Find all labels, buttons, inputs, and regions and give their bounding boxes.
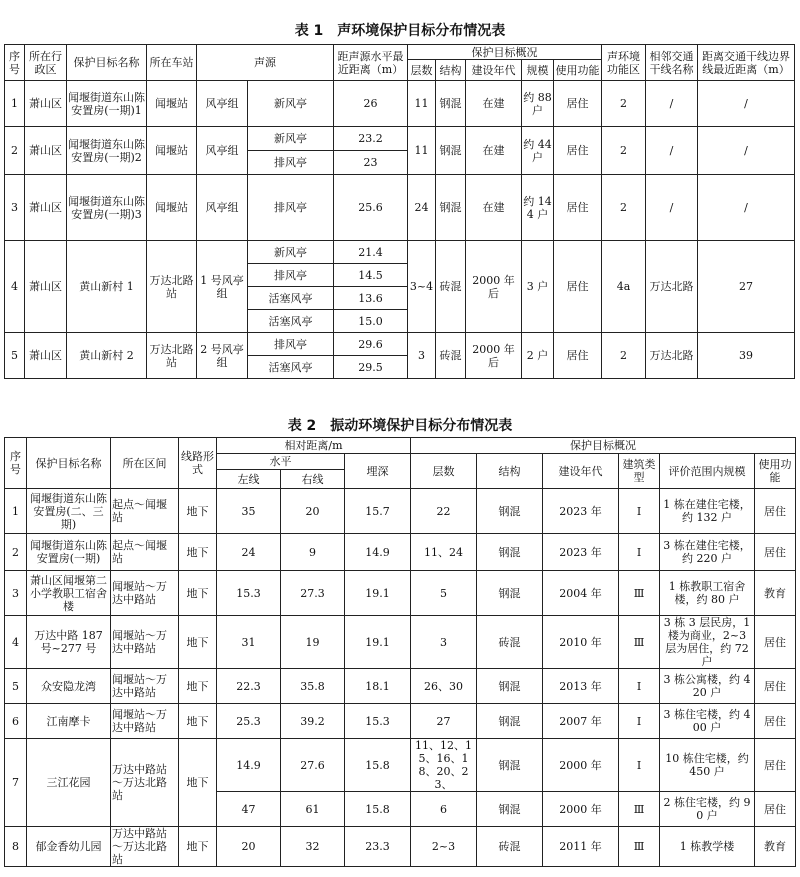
header-cell: 保护目标名称 <box>27 438 111 489</box>
seq-cell: 4 <box>5 616 27 669</box>
left-cell: 31 <box>217 616 281 669</box>
seq-cell: 4 <box>5 241 25 333</box>
line-type-cell: 地下 <box>179 739 217 827</box>
left-cell: 22.3 <box>217 669 281 704</box>
floors-cell: 24 <box>408 175 436 241</box>
source-cell: 活塞风亭 <box>248 356 334 379</box>
seq-cell: 6 <box>5 704 27 739</box>
table-row <box>5 571 796 616</box>
distance-cell: 29.6 <box>334 333 408 356</box>
structure-cell: 砖混 <box>436 241 466 333</box>
depth-cell: 15.8 <box>345 792 411 827</box>
floors-cell: 6 <box>411 792 477 827</box>
header-cell: 右线 <box>281 470 345 489</box>
structure-cell: 钢混 <box>477 792 543 827</box>
source-cell: 排风亭 <box>248 333 334 356</box>
left-cell: 15.3 <box>217 571 281 616</box>
right-cell: 35.8 <box>281 669 345 704</box>
source-group-cell: 1 号风亭组 <box>197 241 248 333</box>
scope-cell: 1 栋教学楼 <box>660 827 755 867</box>
station-cell: 万达北路站 <box>147 241 197 333</box>
seq-cell: 7 <box>5 739 27 827</box>
header-cell: 序号 <box>5 438 27 489</box>
station-cell: 万达北路站 <box>147 333 197 379</box>
btype-cell: Ⅲ <box>619 571 660 616</box>
header-cell: 序号 <box>5 45 25 81</box>
section-cell: 闻堰站～万达中路站 <box>111 571 179 616</box>
station-cell: 闻堰站 <box>147 127 197 175</box>
header-cell: 建设年代 <box>466 60 522 81</box>
header-cell: 声源 <box>197 45 334 81</box>
structure-cell: 钢混 <box>477 489 543 534</box>
seq-cell: 2 <box>5 127 25 175</box>
header-cell: 所在行政区 <box>25 45 67 81</box>
header-cell: 水平 <box>217 454 345 470</box>
station-cell: 闻堰站 <box>147 81 197 127</box>
table-row <box>5 333 795 356</box>
use-cell: 居住 <box>554 127 602 175</box>
floors-cell: 26、30 <box>411 669 477 704</box>
header-cell: 使用功能 <box>755 454 796 489</box>
header-cell: 距声源水平最近距离（m） <box>334 45 408 81</box>
left-cell: 20 <box>217 827 281 867</box>
vibration-protection-table <box>4 437 796 867</box>
scale-cell: 3 户 <box>522 241 554 333</box>
table-row <box>5 81 795 127</box>
year-cell: 2000 年后 <box>466 333 522 379</box>
distance-cell: 13.6 <box>334 287 408 310</box>
left-cell: 35 <box>217 489 281 534</box>
zone-cell: 2 <box>602 175 646 241</box>
target-cell: 三江花园 <box>27 739 111 827</box>
scope-cell: 3 栋 3 层民房，1 楼为商业，2~3 层为居住，约 72 户 <box>660 616 755 669</box>
road_dist-cell: / <box>698 81 795 127</box>
zone-cell: 2 <box>602 81 646 127</box>
section-cell: 闻堰站～万达中路站 <box>111 616 179 669</box>
floors-cell: 3~4 <box>408 241 436 333</box>
table2-caption: 表 2 振动环境保护目标分布情况表 <box>287 418 513 434</box>
distance-cell: 15.0 <box>334 310 408 333</box>
year-cell: 2010 年 <box>543 616 619 669</box>
source-cell: 排风亭 <box>248 151 334 175</box>
structure-cell: 钢混 <box>477 669 543 704</box>
year-cell: 在建 <box>466 175 522 241</box>
district-cell: 萧山区 <box>25 81 67 127</box>
target-cell: 黄山新村 1 <box>67 241 147 333</box>
zone-cell: 4a <box>602 241 646 333</box>
road_dist-cell: / <box>698 175 795 241</box>
line-type-cell: 地下 <box>179 534 217 571</box>
zone-cell: 2 <box>602 127 646 175</box>
table-row <box>5 534 796 571</box>
use-cell: 居住 <box>554 241 602 333</box>
structure-cell: 砖混 <box>477 616 543 669</box>
seq-cell: 2 <box>5 534 27 571</box>
scope-cell: 3 栋住宅楼，约 400 户 <box>660 704 755 739</box>
header-cell: 层数 <box>408 60 436 81</box>
road-cell: 万达北路 <box>646 333 698 379</box>
floors-cell: 2~3 <box>411 827 477 867</box>
use-cell: 居住 <box>755 669 796 704</box>
floors-cell: 22 <box>411 489 477 534</box>
year-cell: 2007 年 <box>543 704 619 739</box>
left-cell: 47 <box>217 792 281 827</box>
distance-cell: 26 <box>334 81 408 127</box>
station-cell: 闻堰站 <box>147 175 197 241</box>
source-group-cell: 风亭组 <box>197 81 248 127</box>
left-cell: 25.3 <box>217 704 281 739</box>
road-cell: 万达北路 <box>646 241 698 333</box>
structure-cell: 钢混 <box>436 81 466 127</box>
use-cell: 教育 <box>755 571 796 616</box>
distance-cell: 21.4 <box>334 241 408 264</box>
target-cell: 萧山区闻堰第二小学教职工宿舍楼 <box>27 571 111 616</box>
right-cell: 61 <box>281 792 345 827</box>
use-cell: 居住 <box>554 81 602 127</box>
year-cell: 在建 <box>466 81 522 127</box>
header-cell: 结构 <box>477 454 543 489</box>
use-cell: 居住 <box>755 704 796 739</box>
section-cell: 万达中路站～万达北路站 <box>111 827 179 867</box>
road_dist-cell: 27 <box>698 241 795 333</box>
seq-cell: 1 <box>5 81 25 127</box>
year-cell: 2000 年后 <box>466 241 522 333</box>
scope-cell: 1 栋教职工宿舍楼，约 80 户 <box>660 571 755 616</box>
source-group-cell: 风亭组 <box>197 175 248 241</box>
header-cell: 建筑类型 <box>619 454 660 489</box>
structure-cell: 钢混 <box>477 739 543 792</box>
header-row <box>5 438 796 454</box>
btype-cell: Ⅲ <box>619 827 660 867</box>
floors-cell: 11、24 <box>411 534 477 571</box>
distance-cell: 23.2 <box>334 127 408 151</box>
header-cell: 保护目标概况 <box>408 45 602 60</box>
structure-cell: 钢混 <box>477 704 543 739</box>
floors-cell: 3 <box>411 616 477 669</box>
right-cell: 39.2 <box>281 704 345 739</box>
section-cell: 起点～闻堰站 <box>111 534 179 571</box>
source-group-cell: 2 号风亭组 <box>197 333 248 379</box>
year-cell: 2004 年 <box>543 571 619 616</box>
target-cell: 闻堰街道东山陈安置房(一期)3 <box>67 175 147 241</box>
scope-cell: 3 栋在建住宅楼，约 220 户 <box>660 534 755 571</box>
right-cell: 20 <box>281 489 345 534</box>
source-cell: 新风亭 <box>248 81 334 127</box>
source-cell: 活塞风亭 <box>248 310 334 333</box>
seq-cell: 8 <box>5 827 27 867</box>
source-group-cell: 风亭组 <box>197 127 248 175</box>
floors-cell: 3 <box>408 333 436 379</box>
seq-cell: 5 <box>5 669 27 704</box>
table-row <box>5 241 795 264</box>
line-type-cell: 地下 <box>179 489 217 534</box>
btype-cell: Ⅲ <box>619 792 660 827</box>
scale-cell: 约 88 户 <box>522 81 554 127</box>
district-cell: 萧山区 <box>25 127 67 175</box>
year-cell: 2011 年 <box>543 827 619 867</box>
header-cell: 左线 <box>217 470 281 489</box>
right-cell: 27.3 <box>281 571 345 616</box>
year-cell: 2000 年 <box>543 792 619 827</box>
line-type-cell: 地下 <box>179 827 217 867</box>
header-cell: 线路形式 <box>179 438 217 489</box>
section-cell: 闻堰站～万达中路站 <box>111 704 179 739</box>
floors-cell: 11、12、15、16、18、20、23、 <box>411 739 477 792</box>
target-cell: 闻堰街道东山陈安置房(一期) <box>27 534 111 571</box>
year-cell: 2023 年 <box>543 489 619 534</box>
right-cell: 27.6 <box>281 739 345 792</box>
road-cell: / <box>646 81 698 127</box>
distance-cell: 29.5 <box>334 356 408 379</box>
year-cell: 2023 年 <box>543 534 619 571</box>
distance-cell: 14.5 <box>334 264 408 287</box>
seq-cell: 5 <box>5 333 25 379</box>
btype-cell: Ⅰ <box>619 739 660 792</box>
table-row <box>5 175 795 241</box>
btype-cell: Ⅰ <box>619 669 660 704</box>
road_dist-cell: / <box>698 127 795 175</box>
structure-cell: 钢混 <box>436 127 466 175</box>
section-cell: 万达中路站～万达北路站 <box>111 739 179 827</box>
zone-cell: 2 <box>602 333 646 379</box>
use-cell: 居住 <box>755 616 796 669</box>
table-row <box>5 669 796 704</box>
depth-cell: 19.1 <box>345 616 411 669</box>
line-type-cell: 地下 <box>179 616 217 669</box>
table-row <box>5 704 796 739</box>
year-cell: 2000 年 <box>543 739 619 792</box>
header-cell: 相邻交通干线名称 <box>646 45 698 81</box>
depth-cell: 18.1 <box>345 669 411 704</box>
btype-cell: Ⅰ <box>619 704 660 739</box>
source-cell: 排风亭 <box>248 175 334 241</box>
structure-cell: 钢混 <box>477 571 543 616</box>
road_dist-cell: 39 <box>698 333 795 379</box>
structure-cell: 砖混 <box>477 827 543 867</box>
table-row <box>5 739 796 792</box>
table1-caption: 表 1 声环境保护目标分布情况表 <box>294 23 506 39</box>
road-cell: / <box>646 127 698 175</box>
table-row <box>5 127 795 151</box>
road-cell: / <box>646 175 698 241</box>
header-cell: 声环境功能区 <box>602 45 646 81</box>
table-row <box>5 616 796 669</box>
seq-cell: 3 <box>5 175 25 241</box>
use-cell: 居住 <box>755 534 796 571</box>
header-cell: 规模 <box>522 60 554 81</box>
scope-cell: 2 栋住宅楼，约 90 户 <box>660 792 755 827</box>
scale-cell: 2 户 <box>522 333 554 379</box>
scope-cell: 1 栋在建住宅楼，约 132 户 <box>660 489 755 534</box>
header-cell: 使用功能 <box>554 60 602 81</box>
district-cell: 萧山区 <box>25 175 67 241</box>
header-cell: 评价范围内规模 <box>660 454 755 489</box>
right-cell: 19 <box>281 616 345 669</box>
header-cell: 埋深 <box>345 454 411 489</box>
use-cell: 居住 <box>755 739 796 792</box>
scope-cell: 3 栋公寓楼，约 420 户 <box>660 669 755 704</box>
source-cell: 排风亭 <box>248 264 334 287</box>
section-cell: 起点～闻堰站 <box>111 489 179 534</box>
district-cell: 萧山区 <box>25 241 67 333</box>
left-cell: 24 <box>217 534 281 571</box>
target-cell: 江南摩卡 <box>27 704 111 739</box>
depth-cell: 14.9 <box>345 534 411 571</box>
header-cell: 保护目标名称 <box>67 45 147 81</box>
section-cell: 闻堰站～万达中路站 <box>111 669 179 704</box>
header-row <box>5 45 795 60</box>
depth-cell: 15.8 <box>345 739 411 792</box>
header-cell: 所在区间 <box>111 438 179 489</box>
floors-cell: 11 <box>408 127 436 175</box>
btype-cell: Ⅰ <box>619 534 660 571</box>
distance-cell: 23 <box>334 151 408 175</box>
source-cell: 新风亭 <box>248 127 334 151</box>
year-cell: 在建 <box>466 127 522 175</box>
district-cell: 萧山区 <box>25 333 67 379</box>
header-cell: 建设年代 <box>543 454 619 489</box>
line-type-cell: 地下 <box>179 704 217 739</box>
target-cell: 闻堰街道东山陈安置房(二、三期) <box>27 489 111 534</box>
source-cell: 新风亭 <box>248 241 334 264</box>
floors-cell: 11 <box>408 81 436 127</box>
structure-cell: 钢混 <box>477 534 543 571</box>
target-cell: 郁金香幼儿园 <box>27 827 111 867</box>
header-cell: 保护目标概况 <box>411 438 796 454</box>
noise-protection-table <box>4 44 795 379</box>
header-cell: 所在车站 <box>147 45 197 81</box>
use-cell: 居住 <box>755 792 796 827</box>
use-cell: 居住 <box>755 489 796 534</box>
header-cell: 距离交通干线边界线最近距离（m） <box>698 45 795 81</box>
depth-cell: 23.3 <box>345 827 411 867</box>
target-cell: 万达中路 187 号~277 号 <box>27 616 111 669</box>
scale-cell: 约 144 户 <box>522 175 554 241</box>
table-row <box>5 489 796 534</box>
use-cell: 居住 <box>554 175 602 241</box>
depth-cell: 15.3 <box>345 704 411 739</box>
target-cell: 黄山新村 2 <box>67 333 147 379</box>
use-cell: 教育 <box>755 827 796 867</box>
line-type-cell: 地下 <box>179 669 217 704</box>
header-cell: 结构 <box>436 60 466 81</box>
target-cell: 闻堰街道东山陈安置房(一期)2 <box>67 127 147 175</box>
source-cell: 活塞风亭 <box>248 287 334 310</box>
depth-cell: 19.1 <box>345 571 411 616</box>
left-cell: 14.9 <box>217 739 281 792</box>
header-cell: 相对距离/m <box>217 438 411 454</box>
floors-cell: 27 <box>411 704 477 739</box>
distance-cell: 25.6 <box>334 175 408 241</box>
structure-cell: 砖混 <box>436 333 466 379</box>
floors-cell: 5 <box>411 571 477 616</box>
use-cell: 居住 <box>554 333 602 379</box>
header-cell: 层数 <box>411 454 477 489</box>
line-type-cell: 地下 <box>179 571 217 616</box>
scale-cell: 约 44 户 <box>522 127 554 175</box>
scope-cell: 10 栋住宅楼，约 450 户 <box>660 739 755 792</box>
seq-cell: 3 <box>5 571 27 616</box>
seq-cell: 1 <box>5 489 27 534</box>
right-cell: 9 <box>281 534 345 571</box>
structure-cell: 钢混 <box>436 175 466 241</box>
target-cell: 众安隐龙湾 <box>27 669 111 704</box>
btype-cell: Ⅰ <box>619 489 660 534</box>
right-cell: 32 <box>281 827 345 867</box>
target-cell: 闻堰街道东山陈安置房(一期)1 <box>67 81 147 127</box>
table-row <box>5 827 796 867</box>
btype-cell: Ⅲ <box>619 616 660 669</box>
year-cell: 2013 年 <box>543 669 619 704</box>
depth-cell: 15.7 <box>345 489 411 534</box>
